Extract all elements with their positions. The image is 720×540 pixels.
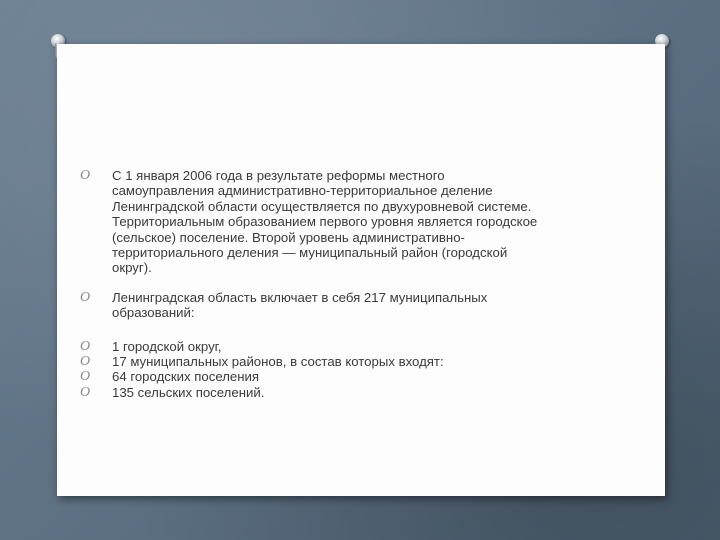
list-item (80, 290, 550, 321)
bullet-icon: O (80, 384, 91, 400)
list-item (80, 369, 550, 384)
bullet-icon: O (80, 354, 91, 370)
list-item (80, 354, 550, 369)
list-item-text: С 1 января 2006 года в результате реформы местного самоуправления административно-территориальное деление Ленинградской области осуществляется по двухуровневой системе. Территориальным образованием первого уровня является городское (сельское) поселение. Второй уровень административно-территориального деления — муниципальный район (городской округ). (112, 168, 538, 276)
bullet-icon: O (80, 168, 91, 183)
bullet-icon: O (80, 338, 91, 354)
list-item-text: 135 сельских поселений. (112, 384, 265, 400)
bullet-icon: O (80, 369, 91, 385)
list-item-text: Ленинградская область включает в себя 217 муниципальных образований: (112, 289, 488, 321)
list-item-text: 64 городских поселения (112, 369, 260, 385)
list-item-text: 17 муниципальных районов, в состав которых входят: (112, 354, 444, 370)
list-item-text: 1 городской округ, (112, 338, 222, 354)
list-item (80, 385, 550, 400)
list-item (80, 339, 550, 354)
slide-content (80, 168, 550, 400)
bullet-icon: O (80, 289, 91, 305)
list-item (80, 168, 550, 276)
